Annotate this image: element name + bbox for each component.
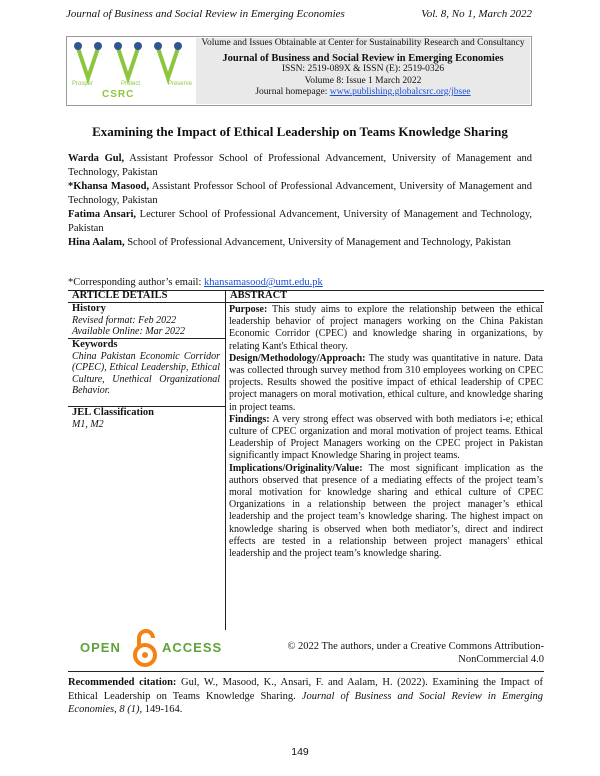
banner-homepage [196, 87, 530, 99]
abstract-heading: ABSTRACT [230, 290, 288, 301]
implications-text: The most significant implication as the authors observed that presence of a mediating effects of the project team’s moral motivation for knowledge sharing and ethical culture of CPEC Organizations in a relationship between the project manager’s ethical leadership and the project team’s knowledge sharing. The highest impact on knowledge sharing is observed when both mediator’s, direct and indirect effects are tested in a relationship between project managers' ethical leadership and the project team’s knowledge sharing. [229, 462, 543, 560]
jel-heading: JEL Classification [72, 407, 154, 418]
history-heading: History [72, 303, 106, 314]
design-label: Design/Methodology/Approach: [229, 352, 366, 364]
running-volume: Vol. 8, No 1, March 2022 [421, 8, 532, 20]
corresponding-author [68, 277, 323, 288]
author-affiliation: Assistant Professor School of Professional Advancement, University of Management and Technology, Pakistan [68, 181, 532, 206]
corresponding-label: *Corresponding author’s email: [68, 277, 202, 288]
author-entry [68, 236, 532, 250]
banner-issn: ISSN: 2519-089X & ISSN (E): 2519-0326 [281, 64, 445, 74]
article-details [72, 303, 220, 338]
publication-info [196, 38, 530, 104]
logo-text: CSRC [102, 89, 135, 100]
findings-label: Findings: [229, 413, 270, 425]
banner-volume: Volume 8: Issue 1 March 2022 [304, 75, 422, 86]
oa-access-text: ACCESS [162, 640, 223, 655]
banner-source-line: Volume and Issues Obtainable at Center for Sustainability Research and Consultancy [201, 38, 525, 48]
open-lock-icon [132, 628, 158, 668]
csrc-logo [68, 38, 194, 104]
page-number: 149 [291, 746, 309, 758]
author-list [68, 152, 532, 250]
citation-volume: 8 (1) [119, 704, 140, 715]
author-name: Hina Aalam, [68, 237, 125, 248]
abstract-implications [229, 463, 543, 561]
author-affiliation: Lecturer School of Professional Advancement, University of Management and Technology, Pakistan [68, 209, 533, 234]
available-date: Available Online: Mar 2022 [72, 326, 186, 337]
author-name: Warda Gul, [68, 153, 125, 164]
revised-date: Revised format: Feb 2022 [72, 314, 177, 326]
author-affiliation: School of Professional Advancement, University of Management and Technology, Pakistan [127, 237, 511, 248]
author-name: Fatima Ansari, [68, 209, 137, 220]
open-access-logo [76, 628, 226, 668]
citation-journal: Journal of Business and Social Review in Emerging Economies [68, 690, 544, 715]
author-entry [68, 180, 532, 208]
article-details-heading: ARTICLE DETAILS [72, 290, 168, 301]
license-text: © 2022 The authors, under a Creative Commons Attribution-NonCommercial 4.0 [287, 641, 544, 665]
implications-label: Implications/Originality/Value: [229, 462, 363, 474]
abstract-design [229, 353, 543, 414]
homepage-link[interactable]: www.publishing.globalcsrc.org/jbsee [329, 87, 471, 97]
citation-pages: 149-164. [144, 704, 183, 715]
citation-text: Gul, W., Masood, K., Ansari, F. and Aalam, H. (2022). Examining the Impact of Ethical Leadership on Teams Knowledge Sharing. [68, 677, 544, 702]
oa-open-text: OPEN [80, 640, 121, 655]
homepage-label: Journal homepage: [255, 87, 328, 97]
citation-label: Recommended citation: [68, 677, 177, 688]
findings-text: A very strong effect was observed with both mediators i-e; ethical culture of CPEC organization and moral motivation of project teams. Ethical Leadership of Project Managers working on the CPEC project in Pakistan significantly impact Knowledge Sharing in project teams. [229, 413, 543, 462]
recommended-citation: Recommended citation: Gul, W., Masood, K., Ansari, F. and Aalam, H. (2022). Examining the Impact of Ethical Leadership on Teams Knowledge Sharing. Journal of Business and Social Review in Emerging Economies, 8 (1), 149-164. [68, 677, 544, 715]
author-entry [68, 152, 532, 180]
column-divider [225, 290, 226, 630]
design-text: The study was quantitative in nature. Data was collected through survey method from 310 employees working on CPEC projects. Results showed the positive impact of ethical leadership of CPEC project managers on moral motivation, ethical culture, and knowledge sharing in project teams. [229, 352, 543, 413]
purpose-label: Purpose: [229, 304, 268, 315]
jel-codes: M1, M2 [72, 418, 104, 430]
logo-label-preserve: Preserve [167, 81, 192, 87]
banner-journal-name: Journal of Business and Social Review in Emerging Economies [222, 52, 504, 64]
citation-rule [68, 671, 544, 672]
keywords-heading: Keywords [72, 339, 118, 350]
abstract-purpose [229, 304, 543, 353]
corresponding-email-link[interactable]: khansamasood@umt.edu.pk [204, 277, 323, 288]
abstract-findings [229, 414, 543, 463]
running-journal-title: Journal of Business and Social Review in Emerging Economies [66, 8, 345, 20]
author-entry [68, 208, 532, 236]
author-affiliation: Assistant Professor School of Professional Advancement, University of Management and Technology, Pakistan [68, 153, 532, 178]
logo-label-prosper: Prosper [72, 81, 94, 87]
article-title: Examining the Impact of Ethical Leadership on Teams Knowledge Sharing [92, 124, 508, 139]
jel-block [72, 407, 220, 430]
logo-label-protect: Protect [120, 81, 140, 87]
author-name: *Khansa Masood, [68, 181, 150, 192]
purpose-text: This study aims to explore the relationship between the ethical leadership behavior of project managers working on the China Pakistan Economic Corridor (CPEC) and knowledge sharing in organizations, by relating Kant's Ethical theory. [229, 304, 543, 352]
keywords-block [72, 339, 220, 397]
keywords-text: China Pakistan Economic Corridor (CPEC), Ethical Leadership, Ethical Culture, Unethical Organizational Behavior. [72, 350, 220, 396]
abstract-body [229, 304, 543, 560]
